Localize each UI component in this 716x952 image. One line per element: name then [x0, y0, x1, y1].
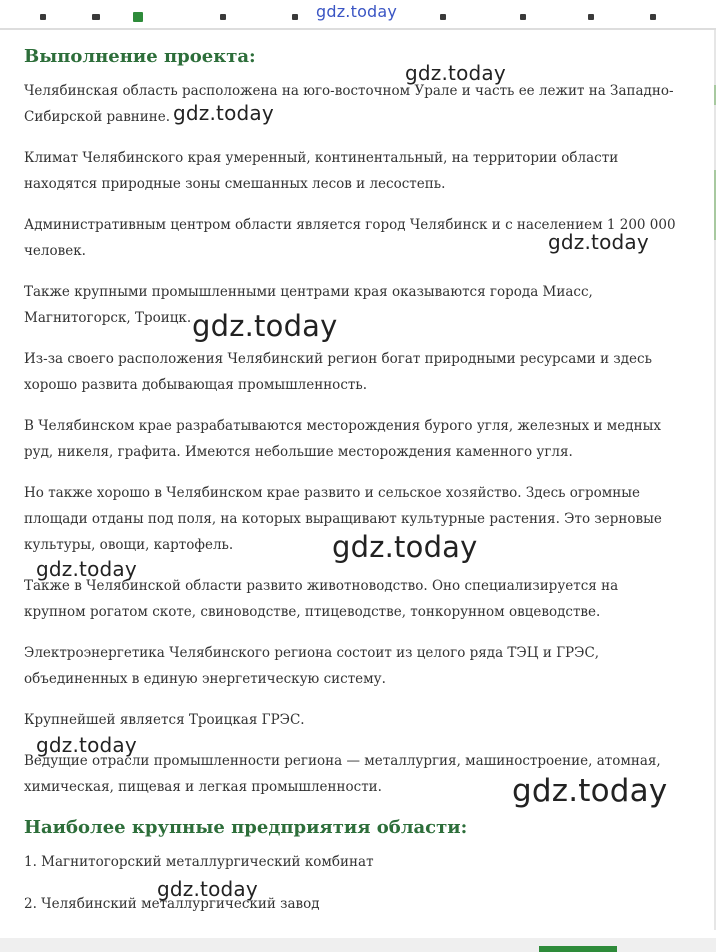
- list-item: 1. Магнитогорский металлургический комбинат: [24, 854, 374, 870]
- paragraph: В Челябинском крае разрабатываются месторождения бурого угля, железных и медных руд, никеля, графита. Имеются небольшие месторождения каменного угля.: [24, 418, 661, 460]
- watermark: gdz.today: [512, 773, 668, 809]
- watermark: gdz.today: [405, 61, 506, 85]
- section-title-project: Выполнение проекта:: [24, 46, 256, 67]
- watermark: gdz.today: [157, 877, 258, 901]
- top-fragment: [588, 14, 594, 20]
- watermark: gdz.today: [173, 101, 274, 125]
- list-item: 2. Челябинский металлургический завод: [24, 896, 320, 912]
- paragraph: Но также хорошо в Челябинском крае развито и сельское хозяйство. Здесь огромные площади отданы под поля, на которых выращивают культурные растения. Это зерновые культуры, овощи, картофель.: [24, 485, 662, 553]
- top-fragment: [440, 14, 446, 20]
- enterprise-list: [24, 849, 684, 917]
- watermark-top: gdz.today: [316, 2, 398, 21]
- watermark: gdz.today: [36, 557, 137, 581]
- top-divider: [0, 28, 716, 30]
- top-fragment: [92, 14, 100, 20]
- paragraph: Также крупными промышленными центрами края оказываются города Миасс, Магнитогорск, Троицк.: [24, 284, 593, 326]
- paragraph: Административным центром области является город Челябинск и с населением 1 200 000 человек.: [24, 217, 676, 259]
- top-fragment: [40, 14, 46, 20]
- top-fragment: [650, 14, 656, 20]
- paragraph: Из-за своего расположения Челябинский регион богат природными ресурсами и здесь хорошо развита добывающая промышленность.: [24, 351, 652, 393]
- watermark: gdz.today: [36, 733, 137, 757]
- paragraph: Крупнейшей является Троицкая ГРЭС.: [24, 712, 305, 728]
- paragraph: Климат Челябинского края умеренный, континентальный, на территории области находятся природные зоны смешанных лесов и лесостепь.: [24, 150, 619, 192]
- top-fragment-accent: [133, 12, 143, 22]
- top-fragment: [520, 14, 526, 20]
- watermark: gdz.today: [192, 309, 338, 343]
- paragraph: Электроэнергетика Челябинского региона состоит из целого ряда ТЭЦ и ГРЭС, объединенных в единую энергетическую систему.: [24, 645, 600, 687]
- watermark: gdz.today: [548, 230, 649, 254]
- bottom-accent-button[interactable]: [539, 946, 617, 952]
- paragraph: Также в Челябинской области развито животноводство. Оно специализируется на крупном рогатом скоте, свиноводстве, птицеводстве, тонкорунном овцеводстве.: [24, 578, 619, 620]
- paragraph: Ведущие отрасли промышленности региона — металлургия, машиностроение, атомная, химическая, пищевая и легкая промышленности.: [24, 753, 661, 795]
- section-title-enterprises: Наиболее крупные предприятия области:: [24, 817, 468, 838]
- bottom-bar: [0, 938, 716, 952]
- top-fragment: [292, 14, 298, 20]
- watermark: gdz.today: [332, 530, 478, 564]
- top-fragment: [220, 14, 226, 20]
- paragraph: Челябинская область расположена на юго-восточном Урале и часть ее лежит на Западно-Сибирской равнине.: [24, 83, 674, 125]
